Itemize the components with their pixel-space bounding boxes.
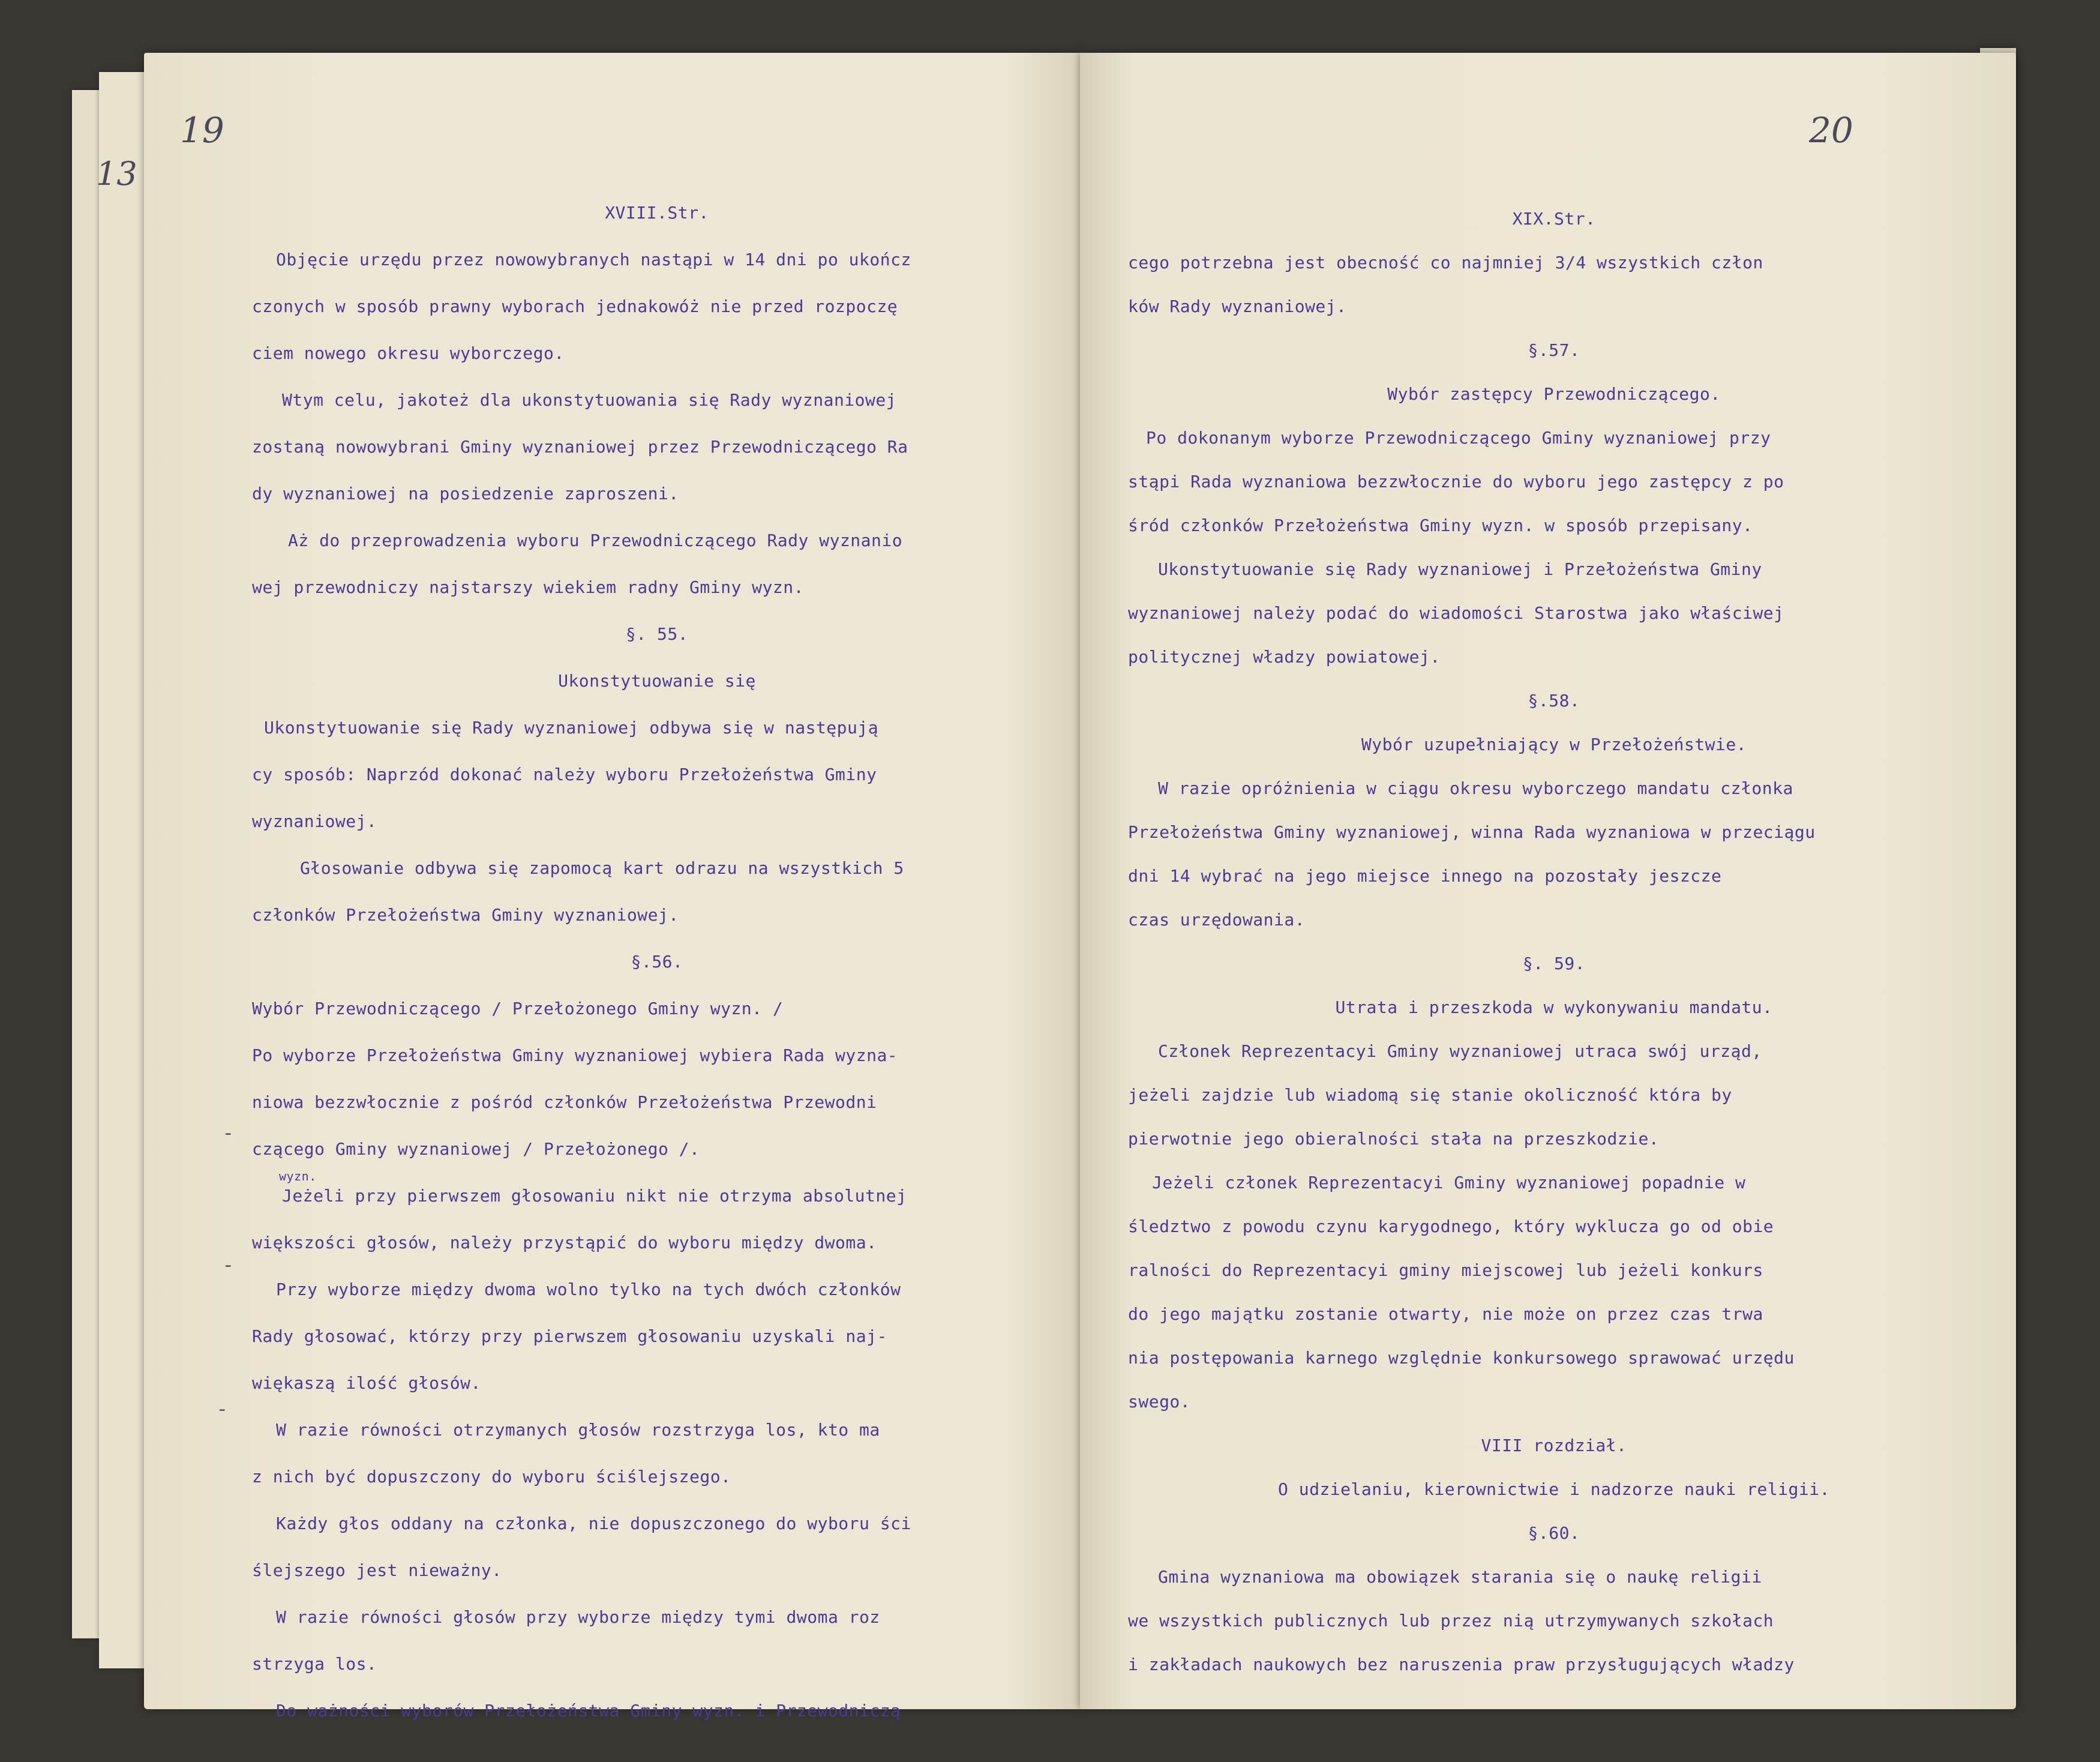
text-line: Ukonstytuowanie się Rady wyznaniowej i Przełożeństwa Gminy — [1158, 559, 1762, 579]
text-line: Gmina wyznaniowa ma obowiązek starania się o naukę religii — [1158, 1567, 1762, 1587]
text-line: śród członków Przełożeństwa Gminy wyzn. w sposób przepisany. — [1128, 516, 1753, 535]
section-heading: XIX.Str. — [1512, 209, 1596, 229]
section-heading: Wybór zastępcy Przewodniczącego. — [1387, 384, 1721, 404]
text-line: ralności do Reprezentacyi gminy miejscowej lub jeżeli konkurs — [1128, 1260, 1763, 1280]
text-line: czonych w sposób prawny wyborach jednakowóż nie przed rozpoczę — [252, 296, 898, 316]
text-line: stąpi Rada wyznaniowa bezzwłocznie do wyboru jego zastępcy z po — [1128, 472, 1784, 492]
folio-number: 20 — [1809, 110, 1853, 151]
text-line: Głosowanie odbywa się zapomocą kart odrazu na wszystkich 5 — [300, 858, 904, 878]
text-line: Po wyborze Przełożeństwa Gminy wyznaniowej wybiera Rada wyzna- — [252, 1045, 898, 1065]
text-line: czącego Gminy wyznaniowej / Przełożonego /. — [252, 1139, 700, 1159]
text-line: nia postępowania karnego względnie konkursowego sprawować urzędu — [1128, 1348, 1795, 1368]
text-line: W razie opróżnienia w ciągu okresu wyborczego mandatu członka — [1158, 778, 1793, 798]
section-heading: §. 55. — [625, 624, 689, 644]
interlinear-note: wyzn. — [279, 1169, 317, 1183]
text-line: śledztwo z powodu czynu karygodnego, który wyklucza go od obie — [1128, 1216, 1774, 1236]
margin-mark: - — [222, 1253, 235, 1277]
text-line: większości głosów, należy przystąpić do wyboru między dwoma. — [252, 1233, 877, 1252]
text-line: czas urzędowania. — [1128, 910, 1306, 930]
text-line: pierwotnie jego obieralności stała na przeszkodzie. — [1128, 1129, 1660, 1149]
text-line: cego potrzebna jest obecność co najmniej 3/4 wszystkich człon — [1128, 253, 1763, 272]
text-line: wyznaniowej należy podać do wiadomości Starostwa jako właściwej — [1128, 603, 1784, 623]
text-line: swego. — [1128, 1392, 1191, 1412]
text-line: zostaną nowowybrani Gminy wyznaniowej przez Przewodniczącego Ra — [252, 437, 908, 457]
text-line: cy sposób: Naprzód dokonać należy wyboru Przełożeństwa Gminy — [252, 765, 877, 784]
text-line: członków Przełożeństwa Gminy wyznaniowej. — [252, 905, 679, 925]
text-line: Przy wyborze między dwoma wolno tylko na tych dwóch członków — [276, 1279, 901, 1299]
text-line: i zakładach naukowych bez naruszenia praw przysługujących władzy — [1128, 1655, 1795, 1674]
text-line: wyznaniowej. — [252, 811, 377, 831]
text-line: ślejszego jest nieważny. — [252, 1560, 502, 1580]
folio-number: 19 — [180, 110, 224, 151]
folio-top: 13 — [96, 155, 137, 193]
right-page — [1080, 53, 2016, 1709]
section-heading: §. 59. — [1522, 954, 1586, 973]
section-heading: Ukonstytuowanie się — [558, 671, 756, 691]
text-line: jeżeli zajdzie lub wiadomą się stanie okoliczność która by — [1128, 1085, 1732, 1105]
section-heading: XVIII.Str. — [605, 203, 709, 223]
text-line: we wszystkich publicznych lub przez nią utrzymywanych szkołach — [1128, 1611, 1774, 1631]
text-line: Przełożeństwa Gminy wyznaniowej, winna Rada wyznaniowa w przeciągu — [1128, 822, 1816, 842]
text-line: Po dokonanym wyborze Przewodniczącego Gminy wyznaniowej przy — [1146, 428, 1771, 448]
section-heading: Utrata i przeszkoda w wykonywaniu mandatu. — [1335, 997, 1773, 1017]
text-line: dni 14 wybrać na jego miejsce innego na pozostały jeszcze — [1128, 866, 1722, 886]
text-line: Ukonstytuowanie się Rady wyznaniowej odbywa się w następują — [264, 718, 879, 738]
text-line: Każdy głos oddany na członka, nie dopuszczonego do wyboru ści — [276, 1514, 911, 1533]
text-line: politycznej władzy powiatowej. — [1128, 647, 1441, 667]
text-line: do jego majątku zostanie otwarty, nie może on przez czas trwa — [1128, 1304, 1763, 1324]
text-line: z nich być dopuszczony do wyboru ściślejszego. — [252, 1467, 731, 1487]
text-line: ciem nowego okresu wyborczego. — [252, 343, 565, 363]
section-heading: §.56. — [631, 952, 683, 972]
text-line: Wybór Przewodniczącego / Przełożonego Gminy wyzn. / — [252, 999, 784, 1018]
section-heading: §.60. — [1528, 1523, 1580, 1543]
text-line: W razie równości głosów przy wyborze między tymi dwoma roz — [276, 1607, 880, 1627]
section-heading: O udzielaniu, kierownictwie i nadzorze nauki religii. — [1278, 1479, 1830, 1499]
text-line: Objęcie urzędu przez nowowybranych nastąpi w 14 dni po ukończ — [276, 250, 911, 269]
text-line: W razie równości otrzymanych głosów rozstrzyga los, kto ma — [276, 1420, 880, 1440]
text-line: wej przewodniczy najstarszy wiekiem radny Gminy wyzn. — [252, 577, 804, 597]
text-line: Członek Reprezentacyi Gminy wyznaniowej utraca swój urząd, — [1158, 1041, 1762, 1061]
margin-mark: - — [222, 1121, 235, 1145]
text-line: Jeżeli przy pierwszem głosowaniu nikt nie otrzyma absolutnej — [282, 1186, 907, 1206]
text-line: Wtym celu, jakoteż dla ukonstytuowania się Rady wyznaniowej — [282, 390, 897, 410]
section-heading: §.57. — [1528, 340, 1580, 360]
left-page — [96, 53, 1080, 1721]
text-line: niowa bezzwłocznie z pośród członków Przełożeństwa Przewodni — [252, 1092, 877, 1112]
text-line: strzyga los. — [252, 1654, 377, 1674]
text-line: dy wyznaniowej na posiedzenie zaproszeni. — [252, 484, 679, 504]
section-heading: Wybór uzupełniający w Przełożeństwie. — [1361, 735, 1747, 754]
text-line: ków Rady wyznaniowej. — [1128, 296, 1347, 316]
text-line: Aż do przeprowadzenia wyboru Przewodniczącego Rady wyznanio — [288, 531, 903, 550]
text-line: Do ważności wyborów Przełożeństwa Gminy wyzn. i Przewodniczą — [276, 1701, 901, 1721]
text-line: Rady głosować, którzy przy pierwszem głosowaniu uzyskali naj- — [252, 1326, 887, 1346]
text-line: więkaszą ilość głosów. — [252, 1373, 481, 1393]
section-heading: §.58. — [1528, 691, 1580, 711]
section-heading: VIII rozdział. — [1481, 1436, 1627, 1455]
margin-mark: - — [216, 1397, 229, 1421]
text-line: Jeżeli członek Reprezentacyi Gminy wyznaniowej popadnie w — [1152, 1173, 1746, 1192]
